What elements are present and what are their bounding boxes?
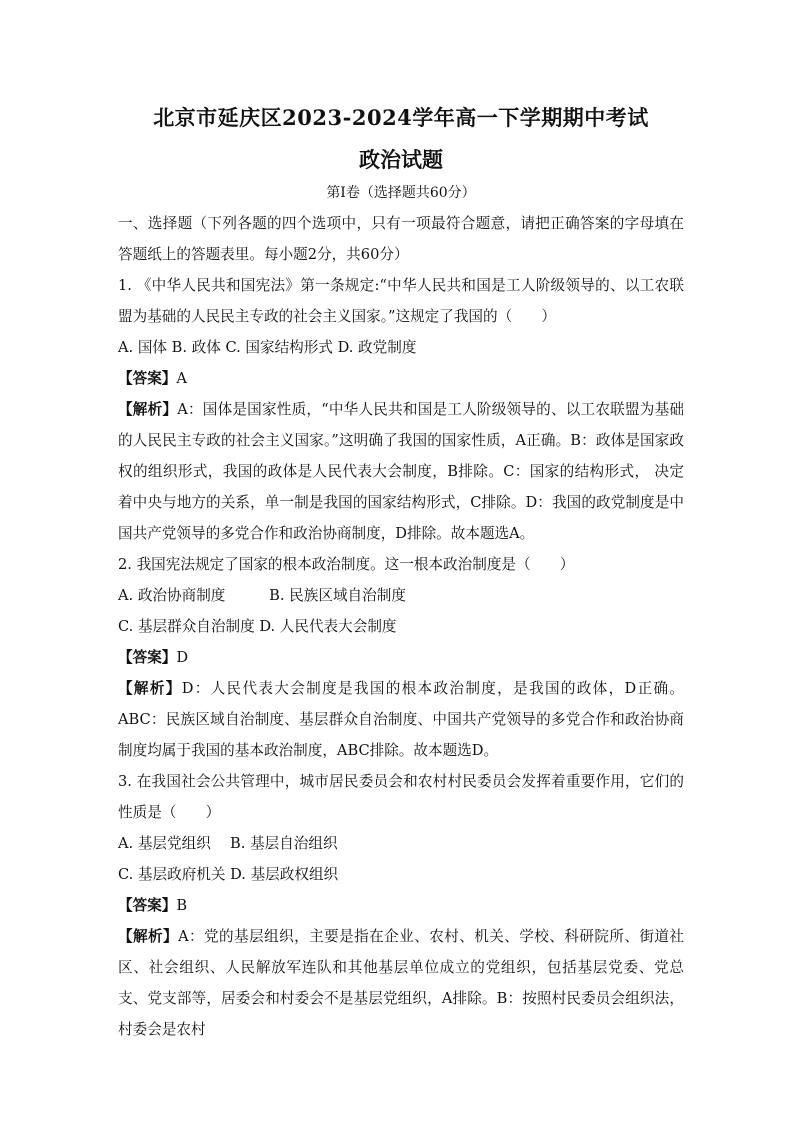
- answer-value: D: [176, 649, 189, 666]
- question-options: A. 政治协商制度 B. 民族区域自治制度: [118, 587, 406, 604]
- page-subtitle: 政治试题: [359, 147, 443, 172]
- analysis-label: 【解析】: [118, 401, 178, 418]
- question-stem: 2. 我国宪法规定了国家的根本政治制度。这一根本政治制度是（ ）: [118, 556, 575, 573]
- question-stem: 1. 《中华人民共和国宪法》第一条规定:“中华人民共和国是工人阶级领导的、以工农联盟为基础的人民民主专政的社会主义国家。”这规定了我国的（ ）: [118, 277, 684, 325]
- page-title: 北京市延庆区2023-2024学年高一下学期期中考试: [153, 105, 649, 130]
- question-stem: 3. 在我国社会公共管理中，城市居民委员会和农村村民委员会发挥着重要作用，它们的性质是（ ）: [118, 773, 684, 821]
- analysis-label: 【解析】: [118, 928, 179, 945]
- analysis-text: D：人民代表大会制度是我国的根本政治制度，是我国的政体，D正确。ABC：民族区域自治制度、基层群众自治制度、中国共产党领导的多党合作和政治协商制度均属于我国的基本政治制度，ABC排除。故本题选D。: [118, 680, 684, 759]
- question-options: C. 基层群众自治制度 D. 人民代表大会制度: [118, 618, 397, 635]
- answer-value: A: [176, 370, 187, 387]
- question-options: C. 基层政府机关 D. 基层政权组织: [118, 866, 339, 883]
- answer-value: B: [176, 897, 188, 914]
- analysis-label: 【解析】: [118, 680, 182, 697]
- question-options: A. 基层党组织 B. 基层自治组织: [118, 835, 338, 852]
- answer-label: 【答案】: [118, 897, 177, 914]
- answer-line: [118, 363, 684, 394]
- analysis-text: A：党的基层组织，主要是指在企业、农村、机关、学校、科研院所、街道社区、社会组织、人民解放军连队和其他基层单位成立的党组织，包括基层党委、党总支、党支部等，居委会和村委会不是基层党组织，A排除。B：按照村民委员会组织法，村委会是农村: [118, 928, 684, 1038]
- analysis-line: [118, 921, 684, 1045]
- analysis-line: [118, 394, 684, 549]
- instructions: 一、选择题（下列各题的四个选项中，只有一项最符合题意，请把正确答案的字母填在答题纸上的答题表里。每小题2分，共60分）: [118, 215, 684, 263]
- answer-label: 【答案】: [118, 649, 177, 666]
- question-options: A. 国体 B. 政体 C. 国家结构形式 D. 政党制度: [118, 339, 417, 356]
- section-heading: 第Ⅰ卷（选择题共60分）: [326, 185, 476, 201]
- answer-line: [118, 890, 684, 921]
- answer-line: [118, 642, 684, 673]
- answer-label: 【答案】: [118, 370, 177, 387]
- analysis-line: [118, 673, 684, 766]
- analysis-text: A：国体是国家性质，“中华人民共和国是工人阶级领导的、以工农联盟为基础的人民民主专政的社会主义国家。”这明确了我国的国家性质，A正确。B：政体是国家政权的组织形式，我国的政体是人民代表大会制度，B排除。C：国家的结构形式， 决定着中央与地方的关系，单一制是我国的国家结构形式，C排除。D：我国的政党制度是中国共产党领导的多党合作和政治协商制度，D排除。故本题选A。: [118, 401, 684, 542]
